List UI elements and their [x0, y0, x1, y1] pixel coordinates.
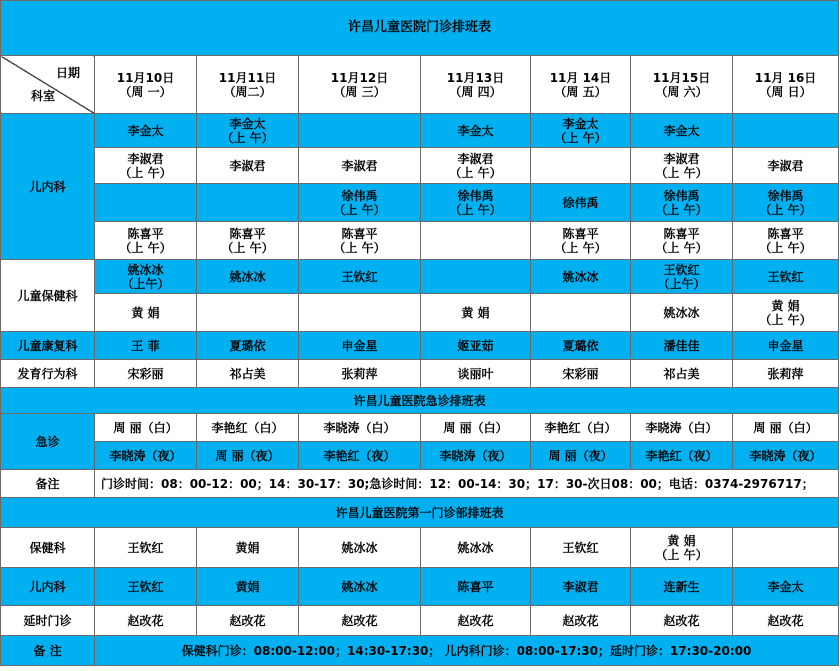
shift-note: （上 午）: [449, 202, 502, 217]
shift-note: （上 午）: [554, 240, 607, 255]
schedule-cell: 李艳红（白）: [531, 414, 631, 442]
doctor-name: 11月11日: [218, 70, 277, 85]
doctor-name: 李金太: [457, 123, 494, 138]
doctor-name: 姚冰冰: [562, 269, 599, 284]
schedule-cell: 姬亚茹: [421, 332, 531, 360]
schedule-cell: [197, 148, 299, 184]
shift-note: （上 午）: [655, 165, 708, 180]
shift-note: （上 午）: [449, 165, 502, 180]
schedule-cell: 申金星: [733, 332, 839, 360]
dept-rehab: 儿童康复科: [1, 332, 95, 360]
schedule-cell: [95, 114, 197, 148]
schedule-cell: 李艳红（夜）: [631, 442, 733, 470]
doctor-name: 黄 娟: [461, 305, 490, 320]
doctor-name: 赵改花: [341, 613, 378, 628]
doctor-name: 11月10日: [116, 70, 175, 85]
doctor-name: 姚冰冰: [127, 262, 164, 277]
doctor-name: 姚冰冰: [457, 540, 494, 555]
pediatrics-row: [1, 184, 839, 222]
doctor-name: 赵改花: [663, 613, 700, 628]
schedule-cell: 宋彩丽: [531, 360, 631, 388]
note-label: 备注: [1, 470, 95, 498]
shift-note: （上午）: [121, 276, 170, 291]
schedule-cell: [95, 222, 197, 260]
schedule-cell: [299, 222, 421, 260]
schedule-cell: [421, 222, 531, 260]
doctor-name: 连新生: [663, 579, 700, 594]
doctor-name: 王钦红: [127, 579, 164, 594]
doctor-name: 陈喜平: [767, 226, 804, 241]
schedule-cell: [531, 148, 631, 184]
shift-note: （上 午）: [119, 240, 172, 255]
doctor-name: 李淑君: [767, 158, 804, 173]
doctor-name: 王钦红: [127, 540, 164, 555]
schedule-cell: [531, 222, 631, 260]
doctor-name: 王钦红: [663, 262, 700, 277]
schedule-cell: [299, 528, 421, 568]
emergency-day-row: [1, 414, 839, 442]
date-label: 日期: [55, 66, 80, 80]
doctor-name: 11月13日: [446, 70, 505, 85]
schedule-cell: [299, 260, 421, 294]
shift-note: （上 午）: [759, 312, 812, 327]
doctor-name: 李淑君: [229, 158, 266, 173]
shift-note: （上 午）: [333, 202, 386, 217]
schedule-cell: [733, 148, 839, 184]
shift-note: （上 午）: [221, 130, 274, 145]
note-text: 保健科门诊：08:00-12:00；14:30-17:30； 儿内科门诊：08:00-17:30；延时门诊：17:30-20:00: [95, 636, 839, 666]
branch-title: 许昌儿童医院第一门诊部排班表: [1, 498, 839, 528]
doctor-name: 赵改花: [767, 613, 804, 628]
doctor-name: 李淑君: [663, 151, 700, 166]
schedule-cell: [299, 184, 421, 222]
doctor-name: 黄 娟: [667, 533, 696, 548]
schedule-cell: [421, 294, 531, 332]
schedule-cell: 潘佳佳: [631, 332, 733, 360]
doctor-name: 黄娟: [235, 540, 260, 555]
child-health-row: [1, 260, 839, 294]
schedule-cell: 周 丽（白）: [95, 414, 197, 442]
schedule-cell: [531, 260, 631, 294]
schedule-body: [1, 1, 839, 666]
day-header: [197, 56, 299, 114]
shift-note: （上 午）: [759, 240, 812, 255]
schedule-cell: [733, 294, 839, 332]
schedule-cell: [631, 114, 733, 148]
doctor-name: 徐伟禹: [457, 188, 494, 203]
schedule-cell: [733, 184, 839, 222]
schedule-cell: [631, 528, 733, 568]
schedule-cell: [197, 568, 299, 606]
dept-child-health: 儿童保健科: [1, 260, 95, 332]
doctor-name: 黄 娟: [131, 305, 160, 320]
schedule-cell: [421, 606, 531, 636]
schedule-cell: [421, 184, 531, 222]
doctor-name: 王钦红: [341, 269, 378, 284]
schedule-cell: 夏璐依: [531, 332, 631, 360]
doctor-name: 徐伟禹: [767, 188, 804, 203]
schedule-cell: [95, 260, 197, 294]
schedule-cell: [631, 184, 733, 222]
doctor-name: 黄娟: [235, 579, 260, 594]
dept-emergency: 急诊: [1, 414, 95, 470]
day-header: [631, 56, 733, 114]
note-label: 备 注: [1, 636, 95, 666]
doctor-name: 姚冰冰: [341, 579, 378, 594]
doctor-name: 王钦红: [562, 540, 599, 555]
schedule-cell: 祁占美: [631, 360, 733, 388]
shift-note: （周 日）: [759, 84, 812, 99]
day-header: [95, 56, 197, 114]
shift-note: （上 午）: [655, 202, 708, 217]
title-row: [1, 1, 839, 56]
branch-title-row: [1, 498, 839, 528]
schedule-cell: [299, 114, 421, 148]
outpatient-title: 许昌儿童医院门诊排班表: [1, 1, 839, 56]
doctor-name: 陈喜平: [663, 226, 700, 241]
day-header: [531, 56, 631, 114]
schedule-cell: 周 丽（夜）: [197, 442, 299, 470]
branch-row: [1, 568, 839, 606]
shift-note: （上 午）: [759, 202, 812, 217]
schedule-cell: [95, 606, 197, 636]
schedule-cell: [95, 148, 197, 184]
doctor-name: 姚冰冰: [229, 269, 266, 284]
schedule-cell: [531, 114, 631, 148]
schedule-cell: 李晓涛（夜）: [421, 442, 531, 470]
doctor-name: 姚冰冰: [341, 540, 378, 555]
shift-note: （上 午）: [655, 240, 708, 255]
schedule-cell: [197, 114, 299, 148]
doctor-name: 徐伟禹: [341, 188, 378, 203]
schedule-cell: [733, 568, 839, 606]
header-row: [1, 56, 839, 114]
doctor-name: 徐伟禹: [562, 195, 599, 210]
schedule-cell: [95, 528, 197, 568]
doctor-name: 李金太: [229, 116, 266, 131]
schedule-cell: [733, 260, 839, 294]
doctor-name: 李淑君: [457, 151, 494, 166]
schedule-cell: [631, 568, 733, 606]
rehab-row: [1, 332, 839, 360]
doctor-name: 李金太: [562, 116, 599, 131]
schedule-cell: [631, 222, 733, 260]
schedule-cell: [299, 148, 421, 184]
dept-pediatrics: 儿内科: [1, 114, 95, 260]
emergency-note-row: [1, 470, 839, 498]
pediatrics-row: [1, 114, 839, 148]
doctor-name: 李金太: [663, 123, 700, 138]
doctor-name: 赵改花: [127, 613, 164, 628]
schedule-cell: [95, 568, 197, 606]
shift-note: （上 午）: [333, 240, 386, 255]
schedule-cell: [733, 222, 839, 260]
doctor-name: 陈喜平: [562, 226, 599, 241]
doctor-name: 姚冰冰: [663, 305, 700, 320]
doctor-name: 王钦红: [767, 269, 804, 284]
schedule-cell: [631, 260, 733, 294]
schedule-cell: [299, 294, 421, 332]
emergency-title: 许昌儿童医院急诊排班表: [1, 388, 839, 414]
branch-row: [1, 528, 839, 568]
doctor-name: 11月12日: [330, 70, 389, 85]
schedule-cell: [197, 260, 299, 294]
doctor-name: 李金太: [767, 579, 804, 594]
doctor-name: 李淑君: [341, 158, 378, 173]
shift-note: （上 午）: [119, 165, 172, 180]
emergency-night-row: [1, 442, 839, 470]
schedule-cell: [95, 184, 197, 222]
shift-note: （周 四）: [449, 84, 502, 99]
doctor-name: 徐伟禹: [663, 188, 700, 203]
schedule-cell: 周 丽（白）: [421, 414, 531, 442]
schedule-cell: [197, 606, 299, 636]
doctor-name: 李金太: [127, 123, 164, 138]
shift-note: （上 午）: [554, 130, 607, 145]
branch-dept-label: 保健科: [1, 528, 95, 568]
schedule-cell: 李晓涛（白）: [631, 414, 733, 442]
schedule-cell: 李晓涛（夜）: [733, 442, 839, 470]
schedule-cell: [733, 528, 839, 568]
day-header: [421, 56, 531, 114]
schedule-cell: [531, 528, 631, 568]
branch-row: [1, 606, 839, 636]
schedule-cell: [631, 148, 733, 184]
branch-dept-label: 延时门诊: [1, 606, 95, 636]
schedule-cell: [421, 260, 531, 294]
schedule-cell: [733, 606, 839, 636]
schedule-cell: 周 丽（夜）: [531, 442, 631, 470]
shift-note: （周二）: [223, 84, 272, 99]
doctor-name: 陈喜平: [229, 226, 266, 241]
schedule-cell: [421, 148, 531, 184]
schedule-cell: 王 菲: [95, 332, 197, 360]
schedule-cell: 谈丽叶: [421, 360, 531, 388]
doctor-name: 赵改花: [229, 613, 266, 628]
shift-note: （周 三）: [333, 84, 386, 99]
schedule-cell: 张莉萍: [299, 360, 421, 388]
shift-note: （上 午）: [221, 240, 274, 255]
schedule-cell: [631, 606, 733, 636]
schedule-cell: [531, 294, 631, 332]
dept-development: 发育行为科: [1, 360, 95, 388]
schedule-cell: 李晓涛（夜）: [95, 442, 197, 470]
shift-note: （周 五）: [554, 84, 607, 99]
doctor-name: 陈喜平: [341, 226, 378, 241]
schedule-cell: 宋彩丽: [95, 360, 197, 388]
pediatrics-row: [1, 148, 839, 184]
shift-note: （周 一）: [119, 84, 172, 99]
doctor-name: 陈喜平: [457, 579, 494, 594]
branch-note-row: [1, 636, 839, 666]
doctor-name: 11月 16日: [754, 70, 817, 85]
schedule-cell: [733, 114, 839, 148]
doctor-name: 赵改花: [457, 613, 494, 628]
schedule-cell: 李艳红（白）: [197, 414, 299, 442]
shift-note: （上午）: [657, 276, 706, 291]
branch-dept-label: 儿内科: [1, 568, 95, 606]
doctor-name: 李淑君: [127, 151, 164, 166]
schedule-cell: [197, 184, 299, 222]
schedule-cell: [421, 528, 531, 568]
schedule-cell: [197, 528, 299, 568]
schedule-cell: 李晓涛（白）: [299, 414, 421, 442]
schedule-cell: 祁占美: [197, 360, 299, 388]
doctor-name: 黄 娟: [771, 298, 800, 313]
schedule-cell: [631, 294, 733, 332]
schedule-cell: [299, 606, 421, 636]
dept-label: 科室: [31, 89, 56, 103]
doctor-name: 11月 14日: [549, 70, 612, 85]
schedule-cell: [531, 184, 631, 222]
schedule-cell: 李艳红（夜）: [299, 442, 421, 470]
pediatrics-row: [1, 222, 839, 260]
emergency-title-row: [1, 388, 839, 414]
doctor-name: 赵改花: [562, 613, 599, 628]
note-text: 门诊时间：08：00-12：00；14：30-17：30;急诊时间：12：00-14：30；17：30-次日08：00；电话：0374-2976717；: [95, 470, 839, 498]
schedule-cell: 周 丽（白）: [733, 414, 839, 442]
doctor-name: 陈喜平: [127, 226, 164, 241]
development-row: [1, 360, 839, 388]
child-health-row: [1, 294, 839, 332]
shift-note: （上 午）: [655, 547, 708, 562]
schedule-cell: 夏璐依: [197, 332, 299, 360]
schedule-cell: [197, 222, 299, 260]
schedule-cell: [531, 568, 631, 606]
doctor-name: 11月15日: [652, 70, 711, 85]
schedule-cell: [197, 294, 299, 332]
schedule-cell: [95, 294, 197, 332]
schedule-cell: [531, 606, 631, 636]
schedule-cell: 申金星: [299, 332, 421, 360]
schedule-cell: [421, 114, 531, 148]
schedule-cell: [421, 568, 531, 606]
date-dept-corner: [1, 56, 95, 114]
day-header: [733, 56, 839, 114]
shift-note: （周 六）: [655, 84, 708, 99]
schedule-cell: [299, 568, 421, 606]
day-header: [299, 56, 421, 114]
doctor-name: 李淑君: [562, 579, 599, 594]
schedule-cell: 张莉萍: [733, 360, 839, 388]
